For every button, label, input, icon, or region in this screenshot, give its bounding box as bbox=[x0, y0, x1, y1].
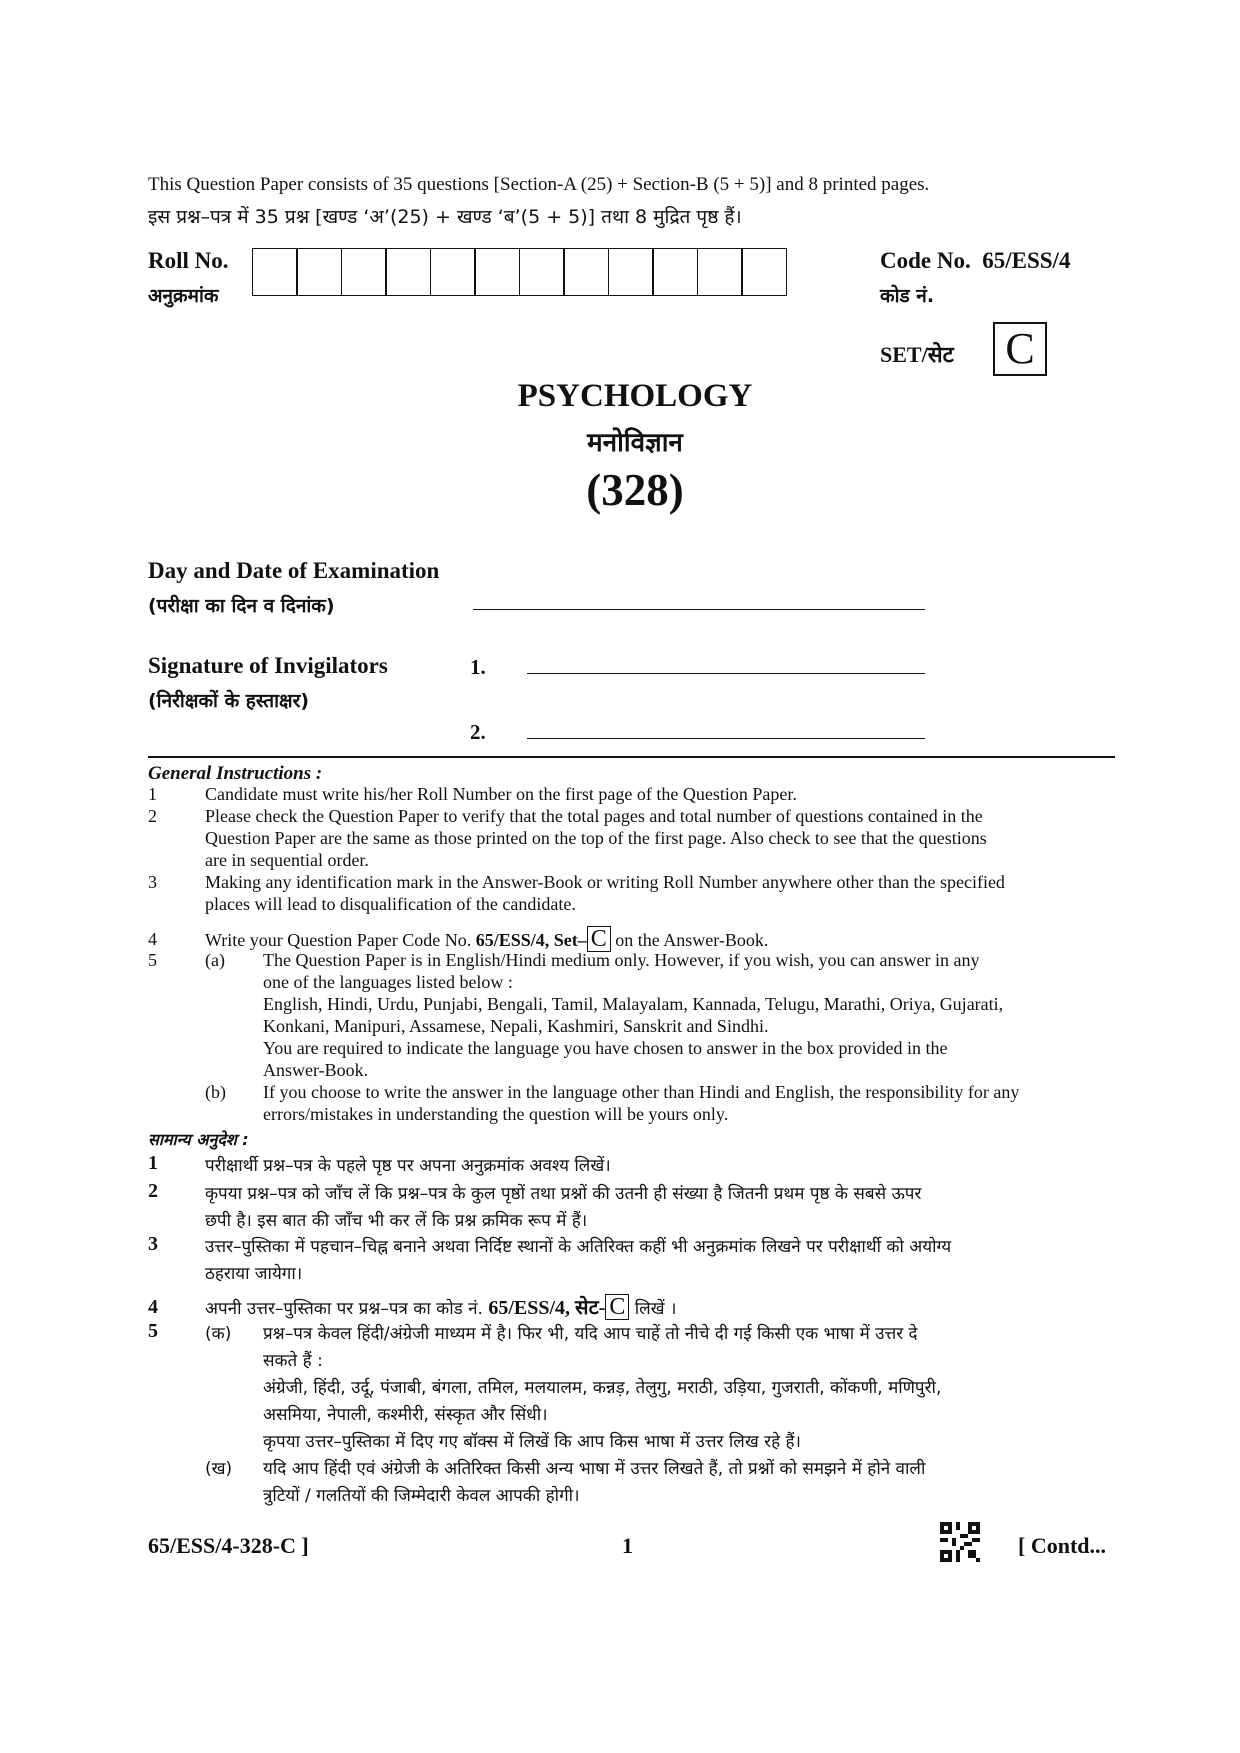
instr-en-5a-line-4: Konkani, Manipuri, Assamese, Nepali, Kashmiri, Sanskrit and Sindhi. bbox=[263, 1016, 769, 1036]
instr-en-2-line-2: Question Paper are the same as those printed on the top of the first page. Also check to see that the questions bbox=[205, 828, 987, 848]
instr-en-2-line-3: are in sequential order. bbox=[205, 850, 369, 870]
subject-title-hi: मनोविज्ञान bbox=[587, 428, 683, 458]
instr-en-4-pre: Write your Question Paper Code No. bbox=[205, 930, 472, 950]
roll-number-cell[interactable] bbox=[430, 248, 476, 296]
instr-hi-5a-label: (क) bbox=[205, 1324, 232, 1344]
divider bbox=[148, 756, 1115, 758]
invigilator-1-number: 1. bbox=[470, 655, 486, 679]
instr-hi-4 bbox=[205, 1293, 676, 1320]
invigilators-label-en: Signature of Invigilators bbox=[148, 653, 388, 678]
instr-en-5a-line-3: English, Hindi, Urdu, Punjabi, Bengali, Tamil, Malayalam, Kannada, Telugu, Marathi, Oriya, Gujarati, bbox=[263, 994, 1004, 1014]
instr-en-5a-line-1: The Question Paper is in English/Hindi medium only. However, if you wish, you can answer in any bbox=[263, 950, 980, 970]
roll-number-cell[interactable] bbox=[341, 248, 387, 296]
instr-en-5-num: 5 bbox=[148, 950, 157, 970]
instr-en-1-num: 1 bbox=[148, 784, 157, 804]
instr-hi-3-line-1: उत्तर–पुस्तिका में पहचान–चिह्न बनाने अथवा निर्दिष्ट स्थानों के अतिरिक्त कहीं भी अनुक्रमांक लिखने पर परीक्षार्थी को अयोग्य bbox=[205, 1237, 952, 1257]
instr-hi-3-line-2: ठहराया जायेगा। bbox=[205, 1264, 303, 1284]
roll-number-cell[interactable] bbox=[652, 248, 698, 296]
instr-en-4-num: 4 bbox=[148, 929, 157, 949]
instr-en-4-post: on the Answer-Book. bbox=[615, 930, 769, 950]
instr-en-5b-line-2: errors/mistakes in understanding the question will be yours only. bbox=[263, 1104, 729, 1124]
roll-label-en: Roll No. bbox=[148, 248, 229, 273]
instructions-heading-hi: सामान्य अनुदेश : bbox=[148, 1130, 249, 1149]
instr-en-3-num: 3 bbox=[148, 872, 157, 892]
instr-hi-5b-label: (ख) bbox=[205, 1459, 233, 1479]
instr-hi-4-post: लिखें । bbox=[634, 1299, 677, 1319]
header-line-en: This Question Paper consists of 35 questions [Section-A (25) + Section-B (5 + 5)] and 8 printed pages. bbox=[148, 174, 930, 195]
instr-hi-1: परीक्षार्थी प्रश्न–पत्र के पहले पृष्ठ पर अपना अनुक्रमांक अवश्य लिखें। bbox=[205, 1156, 611, 1176]
instr-en-3-line-1: Making any identification mark in the Answer-Book or writing Roll Number anywhere other than the specified bbox=[205, 872, 1005, 892]
footer-code: 65/ESS/4-328-C ] bbox=[148, 1533, 309, 1558]
instr-hi-3-num: 3 bbox=[148, 1233, 158, 1255]
set-label-text: SET/सेट bbox=[880, 342, 954, 367]
instr-en-1: Candidate must write his/her Roll Number on the first page of the Question Paper. bbox=[205, 784, 797, 804]
instr-hi-5a-line-5: कृपया उत्तर–पुस्तिका में दिए गए बॉक्स में लिखें कि आप किस भाषा में उत्तर लिख रहे हैं। bbox=[263, 1432, 801, 1452]
instr-hi-5b-line-2: त्रुटियों / गलतियों की जिम्मेदारी केवल आपकी होगी। bbox=[263, 1486, 580, 1506]
exam-date-label-en: Day and Date of Examination bbox=[148, 558, 440, 583]
instr-hi-2-line-2: छपी है। इस बात की जाँच भी कर लें कि प्रश्न क्रमिक रूप में हैं। bbox=[205, 1211, 588, 1231]
instr-hi-5b-line-1: यदि आप हिंदी एवं अंग्रेजी के अतिरिक्त किसी अन्य भाषा में उत्तर लिखते हैं, तो प्रश्नों को समझने में होने वाली bbox=[263, 1459, 926, 1479]
roll-number-cell[interactable] bbox=[474, 248, 520, 296]
invigilator-2-signature-field[interactable] bbox=[527, 738, 925, 739]
instructions-heading-en: General Instructions : bbox=[148, 763, 323, 784]
instr-en-5a-line-6: Answer-Book. bbox=[263, 1060, 369, 1080]
instr-hi-1-num: 1 bbox=[148, 1152, 158, 1174]
code-label bbox=[880, 248, 1070, 274]
code-label-text: Code No. bbox=[880, 248, 971, 273]
set-label bbox=[880, 339, 954, 369]
page-number: 1 bbox=[622, 1533, 633, 1558]
roll-number-cell[interactable] bbox=[563, 248, 609, 296]
roll-number-cell[interactable] bbox=[296, 248, 342, 296]
instr-hi-5a-line-4: असमिया, नेपाली, कश्मीरी, संस्कृत और सिंधी। bbox=[263, 1405, 548, 1425]
header-line-hi: इस प्रश्न–पत्र में 35 प्रश्न [खण्ड ‘अ’(25) + खण्ड ‘ब’(5 + 5)] तथा 8 मुद्रित पृष्ठ हैं। bbox=[148, 206, 742, 228]
instr-hi-4-pre: अपनी उत्तर–पुस्तिका पर प्रश्न–पत्र का कोड नं. bbox=[205, 1299, 483, 1319]
instr-en-2-num: 2 bbox=[148, 806, 157, 826]
instr-hi-5a-line-1: प्रश्न–पत्र केवल हिंदी/अंग्रेजी माध्यम में है। फिर भी, यदि आप चाहें तो नीचे दी गई किसी एक भाषा में उत्तर दे bbox=[263, 1324, 918, 1344]
instr-hi-4-num: 4 bbox=[148, 1296, 158, 1318]
instr-en-4 bbox=[205, 926, 768, 952]
roll-number-cell[interactable] bbox=[697, 248, 743, 296]
subject-title-en: PSYCHOLOGY bbox=[517, 378, 753, 414]
code-value: 65/ESS/4 bbox=[982, 248, 1071, 273]
instr-en-4-code: 65/ESS/4, Set– bbox=[475, 930, 587, 950]
instr-hi-5a-line-2: सकते हैं : bbox=[263, 1351, 323, 1371]
instr-hi-5a-line-3: अंग्रेजी, हिंदी, उर्दू, पंजाबी, बंगला, तमिल, मलयालम, कन्नड़, तेलुगु, मराठी, उड़िया, गुजराती, कोंकणी, मणिपुरी, bbox=[263, 1378, 942, 1398]
instr-en-3-line-2: places will lead to disqualification of the candidate. bbox=[205, 894, 576, 914]
exam-date-label-hi: (परीक्षा का दिन व दिनांक) bbox=[148, 595, 335, 617]
instr-en-2-line-1: Please check the Question Paper to verify that the total pages and total number of questions contained in the bbox=[205, 806, 983, 826]
code-label-hi: कोड नं. bbox=[880, 285, 935, 307]
subject-code: (328) bbox=[586, 465, 684, 515]
instr-en-5a-line-2: one of the languages listed below : bbox=[263, 972, 513, 992]
roll-number-cell[interactable] bbox=[252, 248, 298, 296]
instr-en-5a-label: (a) bbox=[205, 950, 225, 970]
instr-en-5b-label: (b) bbox=[205, 1082, 226, 1102]
instr-hi-4-set-box: C bbox=[605, 1294, 629, 1320]
roll-number-cell[interactable] bbox=[385, 248, 431, 296]
roll-number-boxes[interactable] bbox=[253, 248, 787, 296]
instr-hi-2-num: 2 bbox=[148, 1180, 158, 1202]
instr-en-5b-line-1: If you choose to write the answer in the language other than Hindi and English, the responsibility for any bbox=[263, 1082, 1020, 1102]
contd-label: [ Contd... bbox=[1018, 1533, 1107, 1558]
roll-number-cell[interactable] bbox=[519, 248, 565, 296]
exam-date-field[interactable] bbox=[473, 609, 925, 610]
qr-code-icon bbox=[940, 1522, 980, 1562]
instr-en-4-set-box: C bbox=[587, 926, 611, 952]
instr-hi-4-code: 65/ESS/4, सेट- bbox=[488, 1297, 606, 1319]
roll-number-cell[interactable] bbox=[741, 248, 787, 296]
invigilators-label-hi: (निरीक्षकों के हस्ताक्षर) bbox=[148, 690, 310, 712]
invigilator-2-number: 2. bbox=[470, 720, 486, 744]
instr-en-5a-line-5: You are required to indicate the language you have chosen to answer in the box provided in the bbox=[263, 1038, 948, 1058]
roll-number-cell[interactable] bbox=[608, 248, 654, 296]
invigilator-1-signature-field[interactable] bbox=[527, 673, 925, 674]
set-box: C bbox=[993, 322, 1047, 376]
roll-label-hi: अनुक्रमांक bbox=[148, 285, 219, 307]
instr-hi-5-num: 5 bbox=[148, 1320, 158, 1342]
instr-hi-2-line-1: कृपया प्रश्न–पत्र को जाँच लें कि प्रश्न–पत्र के कुल पृष्ठों तथा प्रश्नों की उतनी ही संख्या है जितनी प्रथम पृष्ठ के सबसे ऊपर bbox=[205, 1184, 922, 1204]
